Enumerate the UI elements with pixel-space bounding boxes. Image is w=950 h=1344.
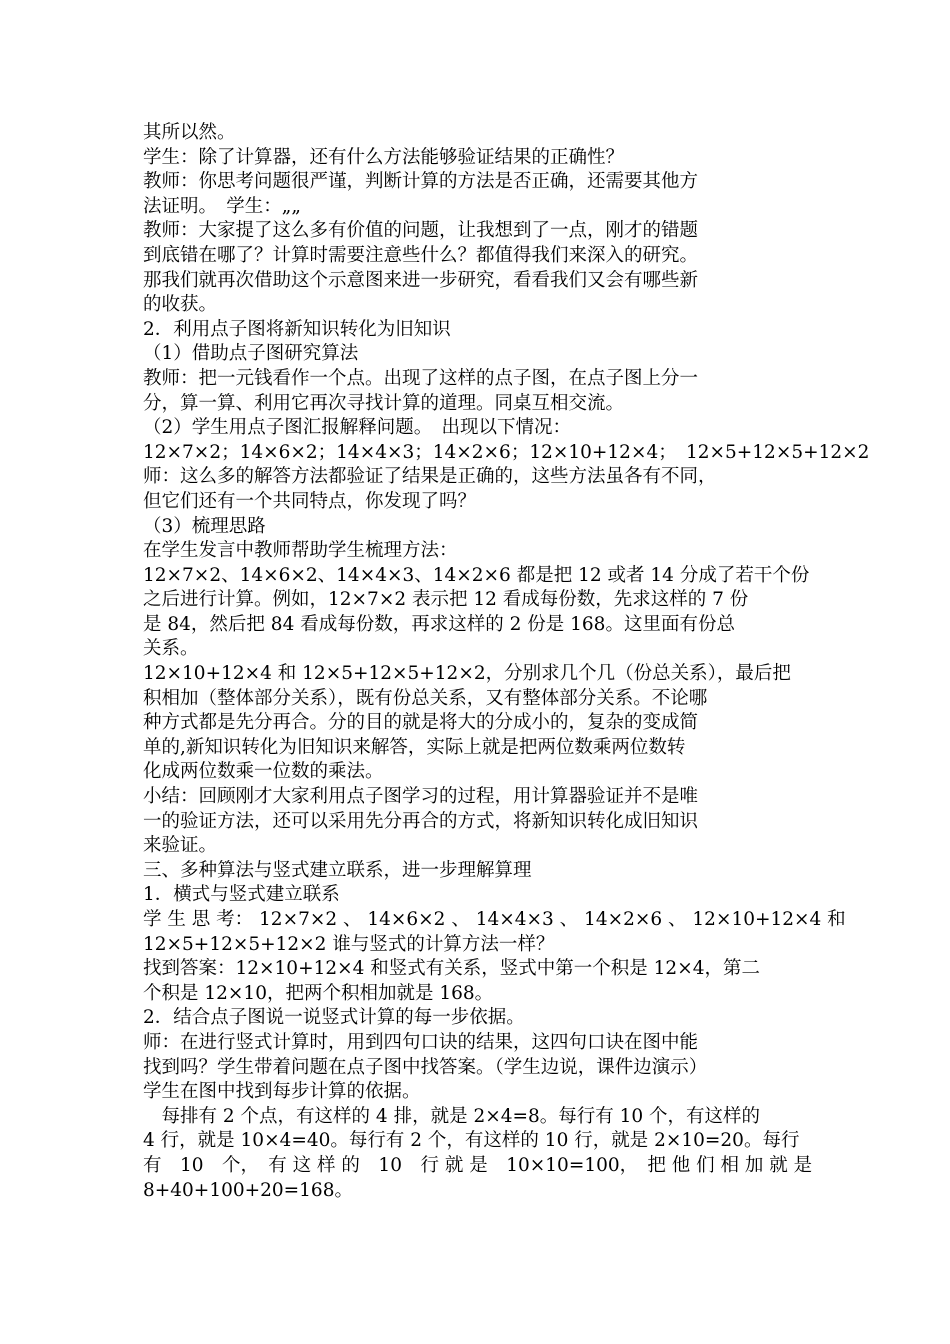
text-line: 学 生 思 考： 12×7×2 、 14×6×2 、 14×4×3 、 14×2×6 、 12×10+12×4 和 [143, 909, 846, 930]
text-line: 师：这么多的解答方法都验证了结果是正确的，这些方法虽各有不同， [143, 466, 717, 488]
text-line: 在学生发言中教师帮助学生梳理方法： [143, 540, 458, 562]
text-line: 12×5+12×5+12×2 谁与竖式的计算方法一样？ [143, 933, 555, 955]
subsection-heading: 2．结合点子图说一说竖式计算的每一步依据。 [143, 1007, 525, 1029]
text-line: 师：在进行竖式计算时，用到四句口诀的结果，这四句口诀在图中能 [143, 1031, 699, 1053]
document-body [143, 121, 870, 1203]
formula-line: 12×7×2；14×6×2；14×4×3；14×2×6；12×10+12×4； 12×5+12×5+12×2 [143, 441, 870, 463]
text-line: 关系。 [143, 638, 199, 660]
subsection-heading: （1）借助点子图研究算法 [143, 343, 359, 365]
text-line: 到底错在哪了？计算时需要注意些什么？都值得我们来深入的研究。 [143, 244, 699, 266]
section-heading: 2．利用点子图将新知识转化为旧知识 [143, 318, 451, 340]
text-line: 个积是 12×10，把两个积相加就是 168。 [143, 982, 494, 1004]
text-line: 4 行，就是 10×4=40。每行有 2 个，有这样的 10 行，就是 2×10=20。每行 [143, 1130, 800, 1152]
text-line: 那我们就再次借助这个示意图来进一步研究，看看我们又会有哪些新 [143, 269, 699, 291]
text-line: 学生：除了计算器，还有什么方法能够验证结果的正确性？ [143, 146, 625, 168]
text-line: 来验证。 [143, 835, 218, 857]
text-line: 找到答案：12×10+12×4 和竖式有关系，竖式中第一个积是 12×4，第二 [143, 958, 760, 980]
text-line: 有 10 个， 有 这 样 的 10 行 就 是 10×10=100， 把 他 们 相 加 就 是 [143, 1154, 813, 1176]
text-line: 8+40+100+20=168。 [143, 1179, 353, 1201]
text-line: 是 84，然后把 84 看成每份数，再求这样的 2 份是 168。这里面有份总 [143, 613, 735, 635]
section-heading: 三、多种算法与竖式建立联系，进一步理解算理 [143, 859, 532, 881]
subsection-heading: 1．横式与竖式建立联系 [143, 884, 340, 906]
text-line: 12×10+12×4 和 12×5+12×5+12×2，分别求几个几（份总关系），最后把 [143, 663, 791, 685]
subsection-heading: （2）学生用点子图汇报解释问题。 出现以下情况： [143, 417, 572, 439]
text-line: 化成两位数乘一位数的乘法。 [143, 761, 384, 783]
text-line: 教师：你思考问题很严谨，判断计算的方法是否正确，还需要其他方 [143, 171, 699, 193]
text-line: 但它们还有一个共同特点，你发现了吗？ [143, 490, 477, 512]
text-line: 法证明。 学生：„„ [143, 195, 301, 217]
text-line: 教师：把一元钱看作一个点。出现了这样的点子图，在点子图上分一 [143, 367, 699, 389]
text-line: 分，算一算、利用它再次寻找计算的道理。同桌互相交流。 [143, 392, 625, 414]
text-line: 一的验证方法，还可以采用先分再合的方式，将新知识转化成旧知识 [143, 810, 699, 832]
text-line: 之后进行计算。例如，12×7×2 表示把 12 看成每份数，先求这样的 7 份 [143, 589, 749, 611]
subsection-heading: （3）梳理思路 [143, 515, 266, 537]
text-line: 小结：回顾刚才大家利用点子图学习的过程，用计算器验证并不是唯 [143, 786, 699, 808]
text-line: 每排有 2 个点，有这样的 4 排，就是 2×4=8。每行有 10 个，有这样的 [143, 1105, 761, 1127]
text-line: 12×7×2、14×6×2、14×4×3、14×2×6 都是把 12 或者 14 分成了若干个份 [143, 564, 810, 586]
text-line: 积相加（整体部分关系），既有份总关系，又有整体部分关系。不论哪 [143, 687, 708, 709]
text-line: 单的,新知识转化为旧知识来解答，实际上就是把两位数乘两位数转 [143, 736, 686, 758]
text-line: 其所以然。 [143, 122, 236, 143]
text-line: 种方式都是先分再合。分的目的就是将大的分成小的，复杂的变成简 [143, 712, 699, 734]
text-line: 的收获。 [143, 294, 218, 316]
text-line: 教师：大家提了这么多有价值的问题，让我想到了一点，刚才的错题 [143, 220, 699, 242]
text-line: 找到吗？学生带着问题在点子图中找答案。（学生边说，课件边演示） [143, 1056, 708, 1078]
text-line: 学生在图中找到每步计算的依据。 [143, 1081, 421, 1103]
